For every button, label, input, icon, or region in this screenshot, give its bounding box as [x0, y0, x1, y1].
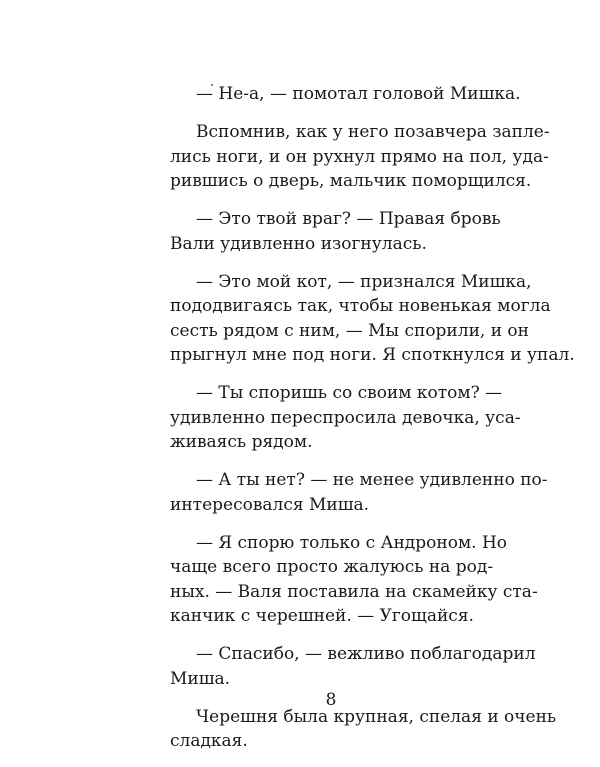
text-line: сладкая.: [170, 731, 248, 751]
paragraph: [170, 642, 536, 691]
body-text: [170, 82, 575, 767]
text-line: Вспомнив, как у него позавчера запле-: [196, 122, 550, 142]
page-number: 8: [325, 690, 337, 710]
text-line: интересовался Миша.: [170, 494, 370, 515]
text-line: чаще всего просто жалуюсь на род-: [170, 557, 494, 577]
paragraph: [170, 270, 575, 368]
text-line: Черешня была крупная, спелая и очень: [196, 706, 557, 727]
text-line: лись ноги, и он рухнул прямо на пол, уда-: [170, 146, 549, 167]
text-line: — Это твой враг? — Правая бровь: [196, 209, 501, 229]
paragraph: [170, 705, 557, 754]
text-line: прыгнул мне под ноги. Я споткнулся и упал.: [170, 345, 575, 365]
text-line: — Ты споришь со своим котом? —: [196, 383, 503, 403]
paragraph: [170, 468, 548, 517]
text-line: — Спасибо, — вежливо поблагодарил: [196, 644, 536, 664]
text-line: сесть рядом с ним, — Мы спорили, и он: [170, 320, 530, 341]
text-line: живаясь рядом.: [170, 432, 313, 452]
text-line: ных. — Валя поставила на скамейку ста-: [170, 581, 538, 602]
paragraph: [170, 381, 521, 455]
text-line: удивленно переспросила девочка, уса-: [170, 407, 521, 428]
text-line: рившись о дверь, мальчик поморщился.: [170, 171, 532, 191]
text-line: пододвигаясь так, чтобы новенькая могла: [170, 296, 551, 316]
text-line: Миша.: [170, 668, 231, 689]
paragraph: [170, 207, 501, 256]
text-line: — А ты нет? — не менее удивленно по-: [196, 470, 548, 490]
text-line: — Не-а, — помотал головой Мишка.: [196, 84, 521, 104]
text-line: — Это мой кот, — признался Мишка,: [196, 271, 532, 292]
paragraph: [170, 531, 538, 629]
text-line: канчик с черешней. — Угощайся.: [170, 606, 474, 626]
paragraph: [170, 82, 521, 107]
paragraph: [170, 120, 550, 194]
text-line: Вали удивленно изогнулась.: [170, 233, 427, 254]
text-line: — Я спорю только с Андроном. Но: [196, 532, 508, 553]
